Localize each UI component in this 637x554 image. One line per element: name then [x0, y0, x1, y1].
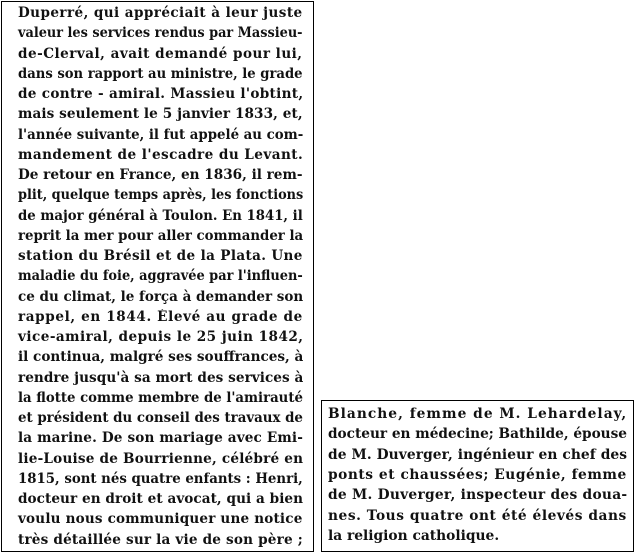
- right-text-line: nes. Tous quatre ont été élevés dans: [328, 507, 627, 524]
- right-text-line: de M. Duverger, ingénieur en chef des: [328, 446, 628, 463]
- right-text-line: docteur en médecine; Bathilde, épouse: [328, 426, 628, 443]
- left-text-column: [1, 1, 314, 552]
- right-text-line: ponts et chaussées; Eugénie, femme: [328, 466, 627, 483]
- right-text-line: la religion catholique.: [328, 527, 500, 544]
- left-text-line: valeur les services rendus par Massieu-: [18, 25, 303, 42]
- left-text-line: de contre - amiral. Massieu l'obtint,: [18, 86, 304, 102]
- left-text-line: vice-amiral, depuis le 25 juin 1842,: [18, 329, 304, 345]
- left-text-line: et président du conseil des travaux de: [18, 410, 303, 426]
- right-text-column: [321, 400, 634, 552]
- right-text-line: de M. Duverger, inspecteur des doua-: [328, 487, 628, 504]
- left-text-line: station du Brésil et de la Plata. Une: [18, 248, 303, 264]
- left-text-line: rendre jusqu'à sa mort des services à: [18, 369, 304, 386]
- right-text-line: Blanche, femme de M. Lehardelay,: [328, 406, 628, 422]
- left-text-line: ce du climat, le força à demander son: [18, 288, 304, 305]
- left-text-line: mais seulement le 5 janvier 1833, et,: [18, 106, 303, 123]
- left-text-line: 1815, sont nés quatre enfants : Henri,: [18, 470, 303, 487]
- left-text-line: maladie du foie, aggravée par l'influen-: [18, 268, 303, 285]
- left-text-line: De retour en France, en 1836, il rem-: [18, 167, 303, 183]
- left-text-line: docteur en droit et avocat, qui a bien: [18, 491, 304, 507]
- left-text-line: reprit la mer pour aller commander la: [18, 227, 304, 244]
- left-text-line: de major général à Toulon. En 1841, il: [18, 207, 303, 224]
- left-text-line: la flotte comme membre de l'amirauté: [18, 389, 303, 406]
- left-text-line: lie-Louise de Bourrienne, célébré en: [18, 450, 304, 467]
- left-text-line: il continua, malgré ses souffrances, à: [18, 349, 304, 366]
- left-text-line: de-Clerval, avait demandé pour lui,: [18, 45, 303, 62]
- left-text-line: rappel, en 1844. Élevé au grade de: [18, 308, 303, 325]
- left-text-line: mandement de l'escadre du Levant.: [18, 146, 304, 163]
- left-text-line: très détaillée sur la vie de son père ;: [18, 531, 303, 548]
- left-text-line: Duperré, qui appréciait à leur juste: [18, 5, 303, 21]
- left-text-line: plit, quelque temps après, les fonctions: [18, 187, 304, 204]
- left-text-line: voulu nous communiquer une notice: [18, 511, 303, 528]
- left-text-line: dans son rapport au ministre, le grade: [18, 65, 303, 82]
- left-text-line: la marine. De son mariage avec Emi-: [18, 430, 303, 447]
- left-text-line: l'année suivante, il fut appelé au com-: [18, 126, 304, 143]
